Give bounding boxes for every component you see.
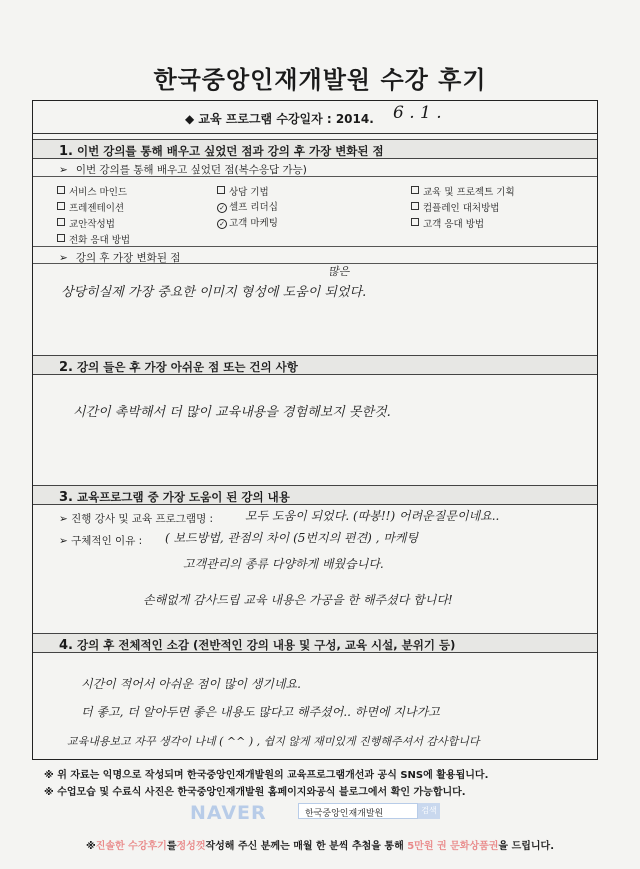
checkbox-icon — [57, 234, 65, 242]
handwritten-changed: 상당히실제 가장 중요한 이미지 형성에 도움이 되었다. — [61, 285, 367, 300]
checkbox-icon — [57, 186, 65, 194]
handwritten-impression-1: 시간이 적어서 아쉬운 점이 많이 생기네요. — [81, 677, 301, 691]
section-1-header — [33, 139, 597, 159]
option-customer-marketing[interactable]: ✓ 고객 마케팅 — [217, 215, 278, 229]
handwritten-reason-1: ( 보드방법, 관점의 차이 (5번지의 편견) , 마케팅 — [165, 531, 419, 545]
handwritten-reason-3: 손해없게 감사드립 교육 내용은 가공을 한 해주셨다 합니다! — [143, 593, 453, 607]
circled-check-icon: ✓ — [217, 203, 227, 213]
review-form — [32, 100, 598, 760]
checkbox-icon — [411, 202, 419, 210]
section-2-header: 2. 강의 들은 후 가장 아쉬운 점 또는 건의 사항 — [33, 355, 597, 375]
handwritten-reason-2: 고객관리의 종류 다양하게 배웠습니다. — [183, 557, 384, 571]
arrow-right-icon: ➢ — [59, 535, 72, 547]
option-customer-service[interactable]: 고객 응대 방법 — [411, 216, 484, 230]
section-3-header: 3. 교육프로그램 중 가장 도움이 된 강의 내용 — [33, 485, 597, 505]
page-title: 한국중앙인재개발원 수강 후기 — [153, 66, 487, 94]
checkbox-icon — [57, 218, 65, 226]
enrollment-date-handwritten: 6 . 1 . — [393, 103, 442, 123]
reason-label: ➢ 구체적인 이유 : — [59, 535, 143, 547]
wanted-subheader — [33, 159, 597, 177]
handwritten-impression-3: 교육내용보고 자꾸 생각이 나네 ( ^^ ) , 쉽지 않게 재미있게 진행해주셔서 감사합니다 — [67, 735, 480, 748]
option-complaint[interactable]: 컴플레인 대처방법 — [411, 200, 499, 214]
prize-notice: ※진솔한 수강후기를정성껏작성해 주신 분께는 매월 한 분씩 추첨을 통해 5만원 권 문화상품권을 드립니다. — [85, 841, 555, 852]
subheader-label: 이번 강의를 통해 배우고 싶었던 점(복수응답 가능) — [75, 164, 307, 176]
handwritten-insert: 많은 — [328, 265, 350, 278]
option-lesson-plan[interactable]: 교안작성법 — [57, 216, 115, 230]
handwritten-suggestion: 시간이 촉박해서 더 많이 교육내용을 경험해보지 못한것. — [73, 405, 391, 420]
checkbox-icon — [411, 186, 419, 194]
option-service-mind[interactable]: 서비스 마인드 — [57, 184, 127, 198]
option-phone-service[interactable]: 전화 응대 방법 — [57, 232, 130, 246]
enrollment-date-row — [33, 101, 597, 134]
checkbox-icon — [411, 218, 419, 226]
option-counseling[interactable]: 상담 기법 — [217, 184, 269, 198]
checkbox-icon — [57, 202, 65, 210]
footer-note-anonymous: ※ 위 자료는 익명으로 작성되며 한국중앙인재개발원의 교육프로그램개선과 공식 SNS에 활용됩니다. — [44, 770, 489, 781]
naver-search-box: 한국중앙인재개발원 — [298, 803, 418, 819]
enrollment-date-label: ◆ 교육 프로그램 수강일자 : 2014. — [185, 112, 374, 126]
option-project-planning[interactable]: 교육 및 프로젝트 기획 — [411, 184, 515, 198]
handwritten-impression-2: 더 좋고, 더 알아두면 좋은 내용도 많다고 해주셨어.. 하면에 지나가고 — [81, 705, 440, 719]
checkbox-icon — [217, 186, 225, 194]
section-title: 이번 강의를 통해 배우고 싶었던 점과 강의 후 가장 변화된 점 — [76, 144, 384, 158]
instructor-label: ➢ 진행 강사 및 교육 프로그램명 : — [59, 513, 214, 525]
arrow-right-icon: ➢ — [59, 252, 68, 264]
option-self-leadership[interactable]: ✓ 셀프 리더십 — [217, 199, 278, 213]
section-number: 1. — [59, 144, 73, 159]
section-4-header: 4. 강의 후 전체적인 소감 (전반적인 강의 내용 및 구성, 교육 시설, 분위기 등) — [33, 633, 597, 653]
handwritten-instructor: 모두 도움이 되었다. (따봉!!) 어려운질문이네요.. — [245, 509, 500, 523]
naver-logo: NAVER — [190, 802, 267, 824]
option-presentation[interactable]: 프레젠테이션 — [57, 200, 124, 214]
arrow-right-icon: ➢ — [59, 164, 68, 176]
naver-search-banner — [190, 802, 440, 822]
circled-check-icon: ✓ — [217, 219, 227, 229]
changed-subheader — [33, 246, 597, 264]
footer-note-photos: ※ 수업모습 및 수료식 사진은 한국중앙인재개발원 홈페이지와공식 블로그에서 확인 가능합니다. — [44, 787, 466, 798]
naver-search-button: 검색 — [418, 803, 440, 819]
subheader-label: 강의 후 가장 변화된 점 — [75, 252, 181, 264]
arrow-right-icon: ➢ — [59, 513, 72, 525]
